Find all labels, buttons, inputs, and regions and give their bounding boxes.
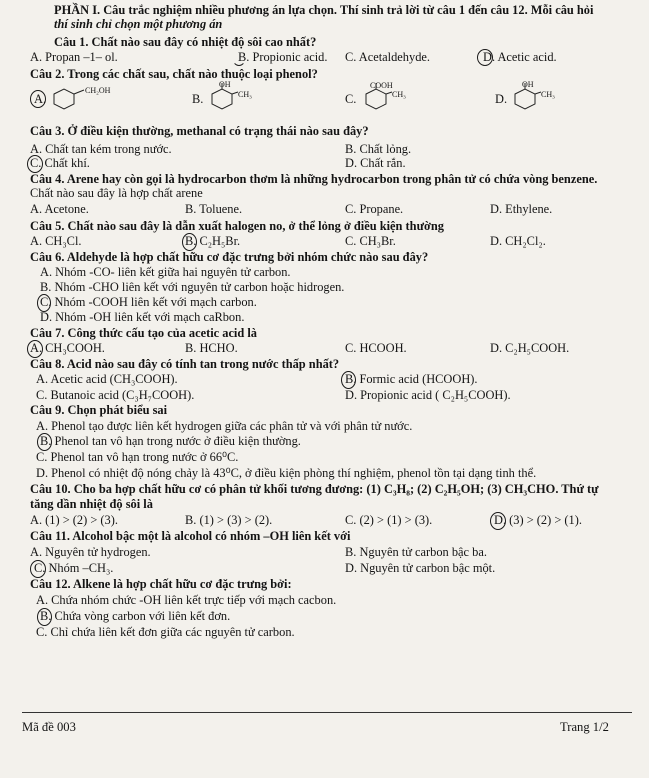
exam-code: Mã đề 003 xyxy=(22,720,76,734)
q9-option-c[interactable]: C. Phenol tan vô hạn trong nước ở 66⁰C. xyxy=(36,450,239,464)
page-number: Trang 1/2 xyxy=(560,720,609,734)
question-11: Câu 11. Alcohol bậc một là alcohol có nhóm –OH liên kết với xyxy=(30,529,351,543)
q9-option-a[interactable]: A. Phenol tạo được liên kết hydrogen giữa các phân tử và với phân tử nước. xyxy=(36,419,413,433)
q5-option-a[interactable]: A. CH₃Cl. xyxy=(30,234,82,248)
question-3: Câu 3. Ở điều kiện thường, methanal có trạng thái nào sau đây? xyxy=(30,124,369,138)
q8-option-b[interactable]: B. Formic acid (HCOOH). xyxy=(345,372,478,386)
q12-option-a[interactable]: A. Chứa nhóm chức -OH liên kết trực tiếp với mạch cacbon. xyxy=(36,593,337,607)
q8-option-d[interactable]: D. Propionic acid ( C₂H₅COOH). xyxy=(345,388,511,402)
question-6: Câu 6. Aldehyde là hợp chất hữu cơ đặc trưng bởi nhóm chức nào sau đây? xyxy=(30,250,429,264)
mol-label: OH xyxy=(522,80,534,89)
q9-option-d[interactable]: D. Phenol có nhiệt độ nóng chảy là 43⁰C, ở điều kiện phòng thí nghiệm, phenol tồn tại dạng tinh thể. xyxy=(36,466,537,480)
answer-circle xyxy=(490,512,506,530)
q3-option-d[interactable]: D. Chất rắn. xyxy=(345,156,406,170)
mol-label: COOH xyxy=(370,81,393,90)
question-1: Câu 1. Chất nào sau đây có nhiệt độ sôi cao nhất? xyxy=(54,35,317,49)
q9-option-b[interactable]: B. Phenol tan vô hạn trong nước ở điều kiện thường. xyxy=(40,434,301,448)
answer-circle xyxy=(477,49,493,66)
question-12: Câu 12. Alkene là hợp chất hữu cơ đặc trưng bởi: xyxy=(30,577,292,591)
q11-option-c[interactable]: C. Nhóm –CH₃. xyxy=(34,561,114,575)
question-10: Câu 10. Cho ba hợp chất hữu cơ có phân tử khối tương đương: (1) C₃H₈; (2) C₂H₅OH; (3) CH₃CHO. Thứ tự xyxy=(30,482,599,496)
benzyl-alcohol-structure xyxy=(44,82,134,112)
q4-option-a[interactable]: A. Acetone. xyxy=(30,202,89,216)
q2-option-a[interactable]: A. xyxy=(34,92,47,106)
q10-option-a[interactable]: A. (1) > (2) > (3). xyxy=(30,513,118,527)
q1-option-b[interactable]: B. Propionic acid. xyxy=(238,50,328,64)
cresol-structure xyxy=(204,80,264,112)
question-5: Câu 5. Chất nào sau đây là dẫn xuất halogen no, ở thể lỏng ở điều kiện thường xyxy=(30,219,444,233)
q3-option-c[interactable]: C. Chất khí. xyxy=(30,156,90,170)
answer-circle xyxy=(37,608,52,626)
q6-option-a[interactable]: A. Nhóm -CO- liên kết giữa hai nguyên tử carbon. xyxy=(40,265,291,279)
question-7: Câu 7. Công thức cấu tạo của acetic acid là xyxy=(30,326,258,340)
q2-option-d[interactable]: D. xyxy=(495,92,508,106)
q5-option-b[interactable]: B. C₂H₅Br. xyxy=(185,234,241,248)
q8-option-c[interactable]: C. Butanoic acid (C₃H₇COOH). xyxy=(36,388,195,402)
answer-mark xyxy=(232,49,246,66)
q7-option-a[interactable]: A. CH₃COOH. xyxy=(30,341,105,355)
q11-option-d[interactable]: D. Nguyên tử carbon bậc một. xyxy=(345,561,496,575)
q7-option-c[interactable]: C. HCOOH. xyxy=(345,341,407,355)
question-2: Câu 2. Trong các chất sau, chất nào thuộc loại phenol? xyxy=(30,67,318,81)
q6-option-c[interactable]: C. Nhóm -COOH liên kết với mạch carbon. xyxy=(40,295,257,309)
q5-option-c[interactable]: C. CH₃Br. xyxy=(345,234,396,248)
q3-option-b[interactable]: B. Chất lỏng. xyxy=(345,142,412,156)
q10-option-b[interactable]: B. (1) > (3) > (2). xyxy=(185,513,273,527)
q6-option-b[interactable]: B. Nhóm -CHO liên kết với nguyên tử carbon hoặc hidrogen. xyxy=(40,280,345,294)
q10-option-d[interactable]: D. (3) > (2) > (1). xyxy=(494,513,582,527)
question-9: Câu 9. Chọn phát biểu sai xyxy=(30,403,168,417)
answer-circle xyxy=(27,155,43,173)
cyclohexanol-structure xyxy=(507,80,567,112)
q7-option-b[interactable]: B. HCHO. xyxy=(185,341,238,355)
q12-option-b[interactable]: B. Chứa vòng carbon với liên kết đơn. xyxy=(40,609,231,623)
answer-circle xyxy=(37,433,52,451)
q6-option-d[interactable]: D. Nhóm -OH liên kết với mạch caRbon. xyxy=(40,310,245,324)
q4-option-c[interactable]: C. Propane. xyxy=(345,202,404,216)
q11-option-a[interactable]: A. Nguyên tử hydrogen. xyxy=(30,545,151,559)
mol-label: CH₃ xyxy=(238,90,252,99)
q3-option-a[interactable]: A. Chất tan kém trong nước. xyxy=(30,142,172,156)
question-8: Câu 8. Acid nào sau đây có tính tan trong nước thấp nhất? xyxy=(30,357,340,371)
q4-option-b[interactable]: B. Toluene. xyxy=(185,202,243,216)
q8-option-a[interactable]: A. Acetic acid (CH₃COOH). xyxy=(36,372,178,386)
question-10-cont: tăng dần nhiệt độ sôi là xyxy=(30,497,153,511)
question-4: Câu 4. Arene hay còn gọi là hydrocarbon thơm là những hydrocarbon trong phân tử có chứa vòng benzene. xyxy=(30,172,598,186)
q1-option-c[interactable]: C. Acetaldehyde. xyxy=(345,50,430,64)
q1-option-a[interactable]: A. Propan –1– ol. xyxy=(30,50,118,64)
section-title: PHẦN I. Câu trắc nghiệm nhiều phương án lựa chọn. Thí sinh trả lời từ câu 1 đến câu 12. Mỗi câu hỏi xyxy=(54,3,594,17)
q11-option-b[interactable]: B. Nguyên tử carbon bậc ba. xyxy=(345,545,487,559)
mol-label: CH₃ xyxy=(541,90,555,99)
footer-divider xyxy=(22,712,632,713)
q1-option-d[interactable]: D. Acetic acid. xyxy=(483,50,557,64)
answer-circle xyxy=(182,233,197,251)
q2-option-b[interactable]: B. xyxy=(192,92,204,106)
q10-option-c[interactable]: C. (2) > (1) > (3). xyxy=(345,513,433,527)
answer-circle xyxy=(27,340,43,358)
mol-label: OH xyxy=(219,80,231,89)
q4-option-d[interactable]: D. Ethylene. xyxy=(490,202,553,216)
mol-label: CH₃ xyxy=(392,90,406,99)
q5-option-d[interactable]: D. CH₂Cl₂. xyxy=(490,234,546,248)
section-subtitle: thí sinh chỉ chọn một phương án xyxy=(54,17,223,31)
question-4-cont: Chất nào sau đây là hợp chất arene xyxy=(30,186,203,200)
mol-label: CH₂OH xyxy=(85,86,111,95)
toluic-acid-structure xyxy=(358,80,428,112)
answer-circle xyxy=(341,371,356,389)
q2-option-c[interactable]: C. xyxy=(345,92,357,106)
q7-option-d[interactable]: D. C₂H₅COOH. xyxy=(490,341,570,355)
answer-circle xyxy=(30,560,46,578)
q12-option-c[interactable]: C. Chỉ chứa liên kết đơn giữa các nguyên tử carbon. xyxy=(36,625,295,639)
